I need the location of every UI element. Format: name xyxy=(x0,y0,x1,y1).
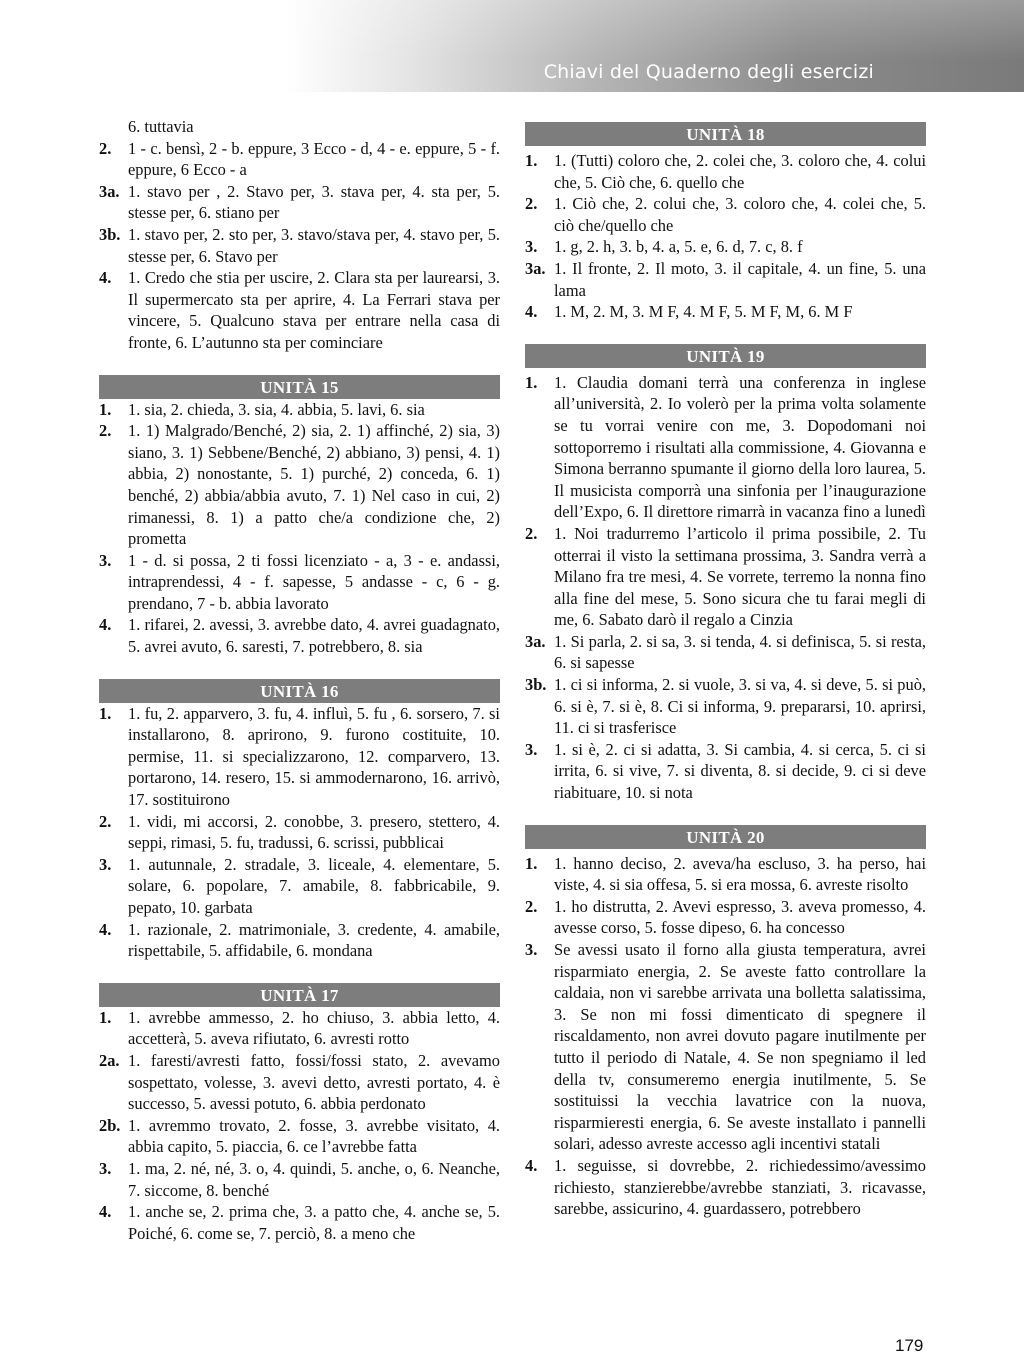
answer-text: 1. Noi tradurremo l’articolo il prima possibile, 2. Tu otterrai il visto la settimana prossima, 3. Sandra verrà a Milano fra tre mesi, 4. Se vorrete, terremo la nonna fino alla fine del mese, 5. Sono sicura che tu farai megli di me, 6. Sabato darò il regalo a Cinzia xyxy=(554,523,926,630)
exercise-number: 3a. xyxy=(525,631,546,651)
unit-16-entries xyxy=(99,703,500,962)
answer-entry xyxy=(525,523,926,631)
answer-entry xyxy=(99,1115,500,1158)
exercise-number: 2. xyxy=(99,421,112,441)
answer-entry xyxy=(99,703,500,811)
answer-entry xyxy=(99,854,500,919)
answer-entry xyxy=(525,896,926,939)
answer-text: 1. 1) Malgrado/Benché, 2) sia, 2. 1) affinché, 2) sia, 3) siano, 3. 1) Sebbene/Benché, 2) abbiano, 3) pensi, 4. 1) abbia, 2) nonostante, 5. 1) purché, 2) conceda, 6. 1) benché, 2) abbia/abbia avuto, 7. 1) Nel caso in cui, 2) rimanessi, 8. 1) a patto che/a condizione che, 2) prometta xyxy=(128,421,500,549)
answer-text: 1. razionale, 2. matrimoniale, 3. credente, 4. amabile, rispettabile, 5. affidabile, 6. mondana xyxy=(128,919,500,961)
exercise-number: 2b. xyxy=(99,1115,121,1135)
exercise-number: 4. xyxy=(99,1202,112,1222)
answer-entry xyxy=(525,372,926,523)
unit-15-entries xyxy=(99,399,500,658)
exercise-number: 4. xyxy=(525,302,538,322)
unit-17-entries xyxy=(99,1007,500,1245)
exercise-number: 2. xyxy=(99,811,112,831)
exercise-number: 4. xyxy=(525,1155,538,1175)
exercise-number: 2. xyxy=(525,194,538,214)
answer-entry xyxy=(525,150,926,193)
left-top-entries xyxy=(99,138,500,354)
exercise-number: 3a. xyxy=(99,181,120,201)
answer-text: 1. hanno deciso, 2. aveva/ha escluso, 3. ha perso, hai viste, 4. si sia offesa, 5. si era mossa, 6. avreste risolto xyxy=(554,853,926,895)
answer-text: 1. (Tutti) coloro che, 2. colei che, 3. coloro che, 4. colui che, 5. Ciò che, 6. quello che xyxy=(554,151,926,192)
exercise-number: 1. xyxy=(525,151,538,170)
exercise-number: 1. xyxy=(99,399,112,419)
answer-text: 1. ho distrutta, 2. Avevi espresso, 3. aveva promesso, 4. avesse corso, 5. fosse dipeso, 6. ha concesso xyxy=(554,896,926,938)
exercise-number: 3a. xyxy=(525,258,546,278)
answer-text: 1. fu, 2. apparvero, 3. fu, 4. influì, 5. fu , 6. sorsero, 7. si installarono, 8. aprirono, 9. furono costituite, 10. permise, 11. si specializzarono, 12. comparvero, 13. portarono, 14. resero, 15. si ammodernarono, 16. arrivò, 17. sostituirono xyxy=(128,703,500,810)
right-column xyxy=(525,122,926,1220)
answer-entry xyxy=(525,258,926,301)
exercise-number: 1. xyxy=(525,372,538,392)
answer-entry xyxy=(99,550,500,615)
exercise-number: 3. xyxy=(99,550,112,570)
unit-16-header: UNITÀ 16 xyxy=(99,679,500,703)
answer-text: 1. ci si informa, 2. si vuole, 3. si va, 4. si deve, 5. si può, 6. si è, 7. si è, 8. Ci si informa, 9. prepararsi, 10. aprirsi, 11. ci si trasferisce xyxy=(554,675,926,738)
answer-entry xyxy=(99,1007,500,1050)
answer-text: 1. autunnale, 2. stradale, 3. liceale, 4. elementare, 5. solare, 6. popolare, 7. amabile, 8. fabbricabile, 9. pepato, 10. garbata xyxy=(128,854,500,917)
answer-entry xyxy=(99,420,500,550)
answer-entry xyxy=(525,674,926,739)
exercise-number: 3. xyxy=(525,739,538,759)
answer-entry xyxy=(99,399,500,421)
answer-entry xyxy=(525,939,926,1155)
answer-text: 1. stavo per , 2. Stavo per, 3. stava per, 4. sta per, 5. stesse per, 6. stiano per xyxy=(128,181,500,223)
unit-15-header: UNITÀ 15 xyxy=(99,375,500,399)
answer-text: 1. avremmo trovato, 2. fosse, 3. avrebbe visitato, 4. abbia capito, 5. piaccia, 6. ce l’avrebbe fatta xyxy=(128,1115,500,1157)
answer-entry xyxy=(99,181,500,224)
exercise-number: 4. xyxy=(99,268,112,288)
answer-text: 1. Ciò che, 2. colui che, 3. coloro che, 4. colei che, 5. ciò che/quello che xyxy=(554,194,926,235)
answer-text: 1. rifarei, 2. avessi, 3. avrebbe dato, 4. avrei guadagnato, 5. avrei avuto, 6. saresti, 7. potrebbero, 8. sia xyxy=(128,615,500,657)
answer-entry xyxy=(525,236,926,258)
answer-text: 1. si è, 2. ci si adatta, 3. Si cambia, 4. si cerca, 5. ci si irrita, 6. si vive, 7. si diventa, 8. si decide, 9. ci si deve riabituare, 10. si nota xyxy=(554,739,926,803)
unit-19-entries xyxy=(525,368,926,804)
answer-entry xyxy=(99,1158,500,1201)
answer-text: 1. vidi, mi accorsi, 2. conobbe, 3. presero, stettero, 4. seppi, rimasi, 5. fu, tradussi, 6. scrissi, pubblicai xyxy=(128,811,500,853)
answer-text: 1. anche se, 2. prima che, 3. a patto che, 4. anche se, 5. Poiché, 6. come se, 7. perciò, 8. a meno che xyxy=(128,1202,500,1243)
exercise-number: 2a. xyxy=(99,1050,120,1070)
answer-text: 1 - d. si possa, 2 ti fossi licenziato - a, 3 - e. andassi, intraprendessi, 4 - f. sapesse, 5 andasse - c, 6 - g. prendano, 7 - b. abbia lavorato xyxy=(128,550,500,613)
unit-18-header: UNITÀ 18 xyxy=(525,122,926,146)
answer-text: Se avessi usato il forno alla giusta temperatura, avrei risparmiato energia, 2. Se aveste fatto controllare la caldaia, non vi sarebbe arrivata una bolletta salatissima, 3. Se non mi fossi dimenticato di spegnere il riscaldamento, non avrei dovuto pagare inutilmente per tutto il periodo di Natale, 4. Se non spegniamo il led della tv, consumeremo energia inutilmente, 5. Se sostituissi la vecchia lavatrice con la nuova, risparmieresti energia, 6. Se aveste installato i pannelli solari, adesso avreste accesso agli incentivi statali xyxy=(554,940,926,1154)
exercise-number: 4. xyxy=(99,615,112,635)
answer-entry xyxy=(99,1050,500,1115)
answer-text: 1 - c. bensì, 2 - b. eppure, 3 Ecco - d, 4 - e. eppure, 5 - f. eppure, 6 Ecco - a xyxy=(128,138,500,180)
answer-text: 1. g, 2. h, 3. b, 4. a, 5. e, 6. d, 7. c, 8. f xyxy=(554,237,803,257)
answer-entry xyxy=(525,631,926,674)
answer-entry xyxy=(99,138,500,181)
exercise-number: 1. xyxy=(99,1007,112,1027)
answer-entry xyxy=(99,919,500,962)
unit-17-header: UNITÀ 17 xyxy=(99,983,500,1007)
unit-20-header: UNITÀ 20 xyxy=(525,825,926,849)
exercise-number: 4. xyxy=(99,919,112,939)
exercise-number: 1. xyxy=(99,703,112,723)
exercise-number: 2. xyxy=(525,523,538,543)
exercise-number: 3b. xyxy=(99,224,121,244)
answer-text: 1. faresti/avresti fatto, fossi/fossi stato, 2. avevamo sospettato, volesse, 3. avevi detto, avresti portato, 4. è successo, 5. avessi potuto, 6. abbia perdonato xyxy=(128,1050,500,1114)
answer-text: 1. Credo che stia per uscire, 2. Clara sta per laurearsi, 3. Il supermercato sta per aprire, 4. La Ferrari stava per vincere, 5. Qualcuno stava per entrare nella casa di fronte, 6. L’autunno sta per cominciare xyxy=(128,268,500,352)
header-title: Chiavi del Quaderno degli esercizi xyxy=(543,61,874,83)
header-band xyxy=(0,0,1024,92)
answer-text: 1. M, 2. M, 3. M F, 4. M F, 5. M F, M, 6. M F xyxy=(554,302,853,322)
exercise-number: 3. xyxy=(525,237,538,257)
answer-text: 1. ma, 2. né, né, 3. o, 4. quindi, 5. anche, o, 6. Neanche, 7. siccome, 8. benché xyxy=(128,1158,500,1200)
exercise-number: 3b. xyxy=(525,675,547,695)
answer-text: 1. seguisse, si dovrebbe, 2. richiedessimo/avessimo richiesto, stanzierebbe/avrebbe stanziati, 3. ricavasse, sarebbe, assicurino, 4. guardassero, potrebbero xyxy=(554,1155,926,1219)
answer-entry xyxy=(99,224,500,267)
left-column xyxy=(99,116,500,1244)
continuation-line: 6. tuttavia xyxy=(128,117,194,136)
answer-entry xyxy=(525,1155,926,1220)
exercise-number: 2. xyxy=(525,896,538,916)
answer-entry xyxy=(525,193,926,236)
exercise-number: 3. xyxy=(99,1158,112,1178)
answer-entry xyxy=(99,811,500,854)
page-number: 179 xyxy=(895,1336,924,1355)
unit-20-entries xyxy=(525,849,926,1220)
answer-text: 1. Si parla, 2. si sa, 3. si tenda, 4. si definisca, 5. si resta, 6. si sapesse xyxy=(554,631,926,673)
answer-text: 1. sia, 2. chieda, 3. sia, 4. abbia, 5. lavi, 6. sia xyxy=(128,399,425,419)
answer-entry xyxy=(99,614,500,657)
unit-19-header: UNITÀ 19 xyxy=(525,344,926,368)
answer-text: 1. avrebbe ammesso, 2. ho chiuso, 3. abbia letto, 4. accetterà, 5. aveva rifiutato, 6. avresti rotto xyxy=(128,1007,500,1049)
unit-18-entries xyxy=(525,146,926,323)
exercise-number: 2. xyxy=(99,138,112,158)
exercise-number: 3. xyxy=(99,854,112,874)
answer-entry xyxy=(99,1201,500,1244)
exercise-number: 1. xyxy=(525,853,538,873)
answer-text: 1. Claudia domani terrà una conferenza in inglese all’università, 2. Io volerò per la prima volta solamente se tu vorrai venire con me, 3. Dopodomani noi sottoporremo i risultati alla commissione, 4. Giovanna e Simona berranno spumante il giorno della loro laurea, 5. Il musicista comporrà una sinfonia per l’inaugurazione dell’Expo, 6. Il direttore rimarrà in vacanza fino a lunedì xyxy=(554,372,926,522)
answer-text: 1. Il fronte, 2. Il moto, 3. il capitale, 4. un fine, 5. una lama xyxy=(554,258,926,300)
answer-text: 1. stavo per, 2. sto per, 3. stavo/stava per, 4. stavo per, 5. stesse per, 6. Stavo per xyxy=(128,224,500,266)
answer-entry xyxy=(525,739,926,804)
exercise-number: 3. xyxy=(525,940,538,959)
answer-entry xyxy=(525,301,926,323)
answer-entry xyxy=(525,853,926,896)
answer-entry xyxy=(99,267,500,353)
